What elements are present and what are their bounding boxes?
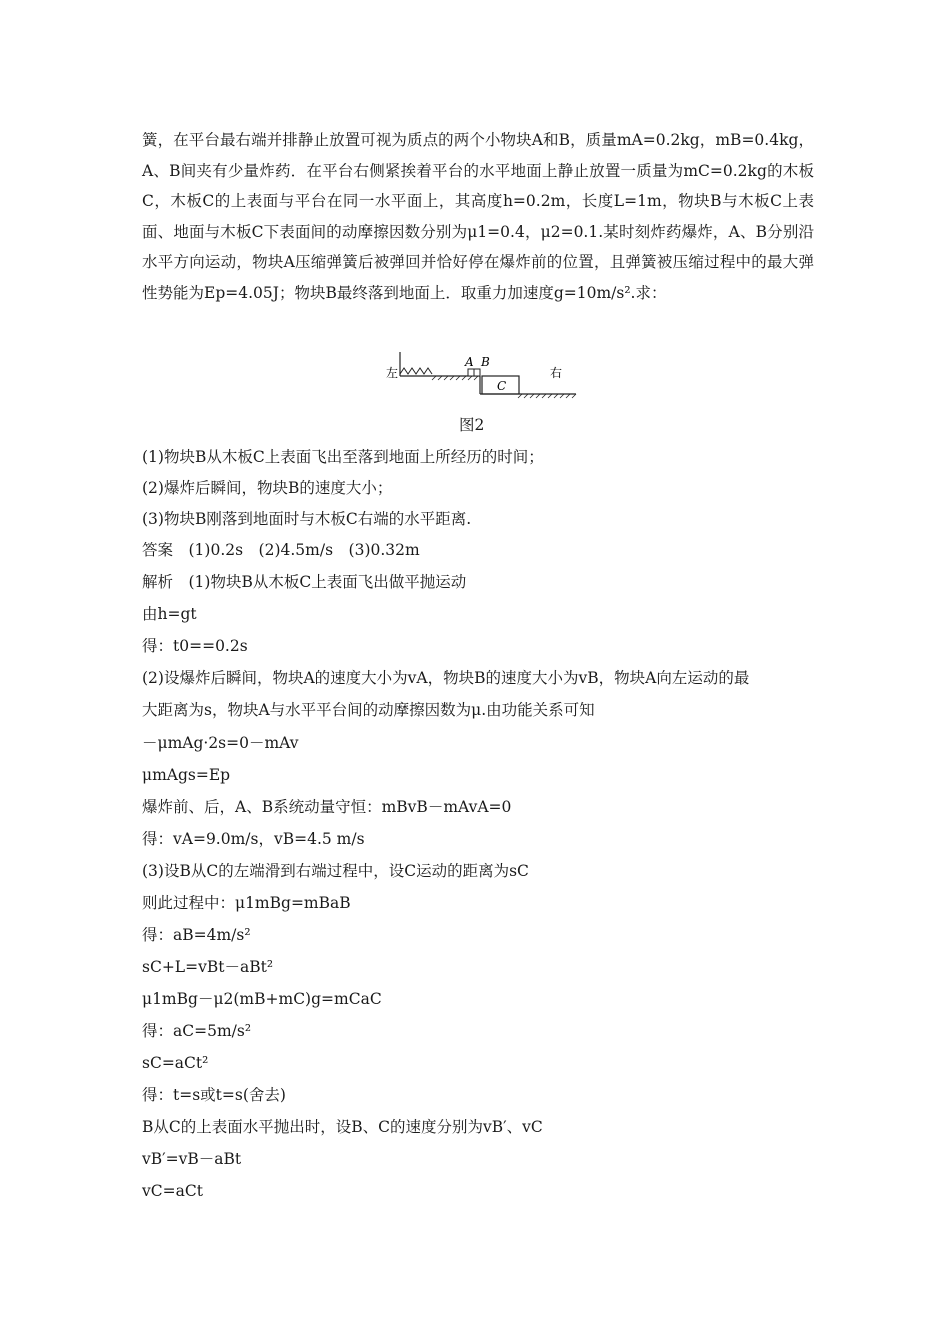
solution-line: (2)设爆炸后瞬间，物块A的速度大小为vA，物块B的速度大小为vB，物块A向左运动的最 xyxy=(142,669,750,687)
label-board-c: C xyxy=(497,379,507,393)
label-right: 右 xyxy=(550,366,563,380)
solution-line: sC=aCt² xyxy=(142,1054,209,1072)
question-2: (2)爆炸后瞬间，物块B的速度大小； xyxy=(142,479,393,497)
solution-line: vC=aCt xyxy=(142,1182,203,1200)
solution-line: μmAgs=Ep xyxy=(142,766,231,784)
solution-line: sC+L=vBt－aBt² xyxy=(142,958,274,976)
label-left: 左 xyxy=(386,366,399,380)
solution-line: 得：t=s或t=s(舍去) xyxy=(142,1086,286,1104)
solution-line: μ1mBg－μ2(mB+mC)g=mCaC xyxy=(142,990,382,1008)
solution-line: vB′=vB－aBt xyxy=(142,1150,242,1168)
solution-line: 大距离为s，物块A与水平平台间的动摩擦因数为μ.由功能关系可知 xyxy=(142,701,595,719)
solution-line: 得：aB=4m/s² xyxy=(142,926,251,944)
platform-hatching xyxy=(432,376,478,380)
label-block-b: B xyxy=(481,355,490,369)
block-b xyxy=(474,369,480,376)
solution-line: 得：aC=5m/s² xyxy=(142,1022,252,1040)
ground-hatching xyxy=(518,394,576,398)
solution-line: B从C的上表面水平抛出时，设B、C的速度分别为vB′、vC xyxy=(142,1118,543,1136)
solution-line: －μmAg·2s=0－mAv xyxy=(142,734,299,752)
figure-caption: 图2 xyxy=(459,416,485,434)
physics-diagram xyxy=(380,350,580,410)
problem-paragraph: 簧，在平台最右端并排静止放置可视为质点的两个小物块A和B，质量mA=0.2kg，mB=0.4kg，A、B间夹有少量炸药．在平台右侧紧挨着平台的水平地面上静止放置一质量为mC=0.2kg的木板C，木板C的上表面与平台在同一水平面上，其高度h=0.2m，长度L=1m，物块B与木板C上表面、地面与木板C下表面间的动摩擦因数分别为μ1=0.4，μ2=0.1.某时刻炸药爆炸，A、B分别沿水平方向运动，物块A压缩弹簧后被弹回并恰好停在爆炸前的位置，且弹簧被压缩过程中的最大弹性势能为Ep=4.05J；物块B最终落到地面上．取重力加速度g=10m/s².求： xyxy=(142,131,814,302)
solution-line: 得：vA=9.0m/s，vB=4.5 m/s xyxy=(142,830,365,848)
answer-line: 答案 (1)0.2s (2)4.5m/s (3)0.32m xyxy=(142,541,420,559)
label-block-a: A xyxy=(465,355,474,369)
solution-line: 则此过程中：μ1mBg=mBaB xyxy=(142,894,351,912)
solution-line: (3)设B从C的左端滑到右端过程中，设C运动的距离为sC xyxy=(142,862,529,880)
spring-shape xyxy=(400,368,432,374)
solution-line: 爆炸前、后，A、B系统动量守恒：mBvB－mAvA=0 xyxy=(142,798,512,816)
block-a xyxy=(468,369,474,376)
solution-line: 得：t0==0.2s xyxy=(142,637,248,655)
solution-line: 由h=gt xyxy=(142,605,197,623)
solution-line: 解析 (1)物块B从木板C上表面飞出做平抛运动 xyxy=(142,573,467,591)
question-1: (1)物块B从木板C上表面飞出至落到地面上所经历的时间； xyxy=(142,448,544,466)
question-3: (3)物块B刚落到地面时与木板C右端的水平距离. xyxy=(142,510,472,528)
